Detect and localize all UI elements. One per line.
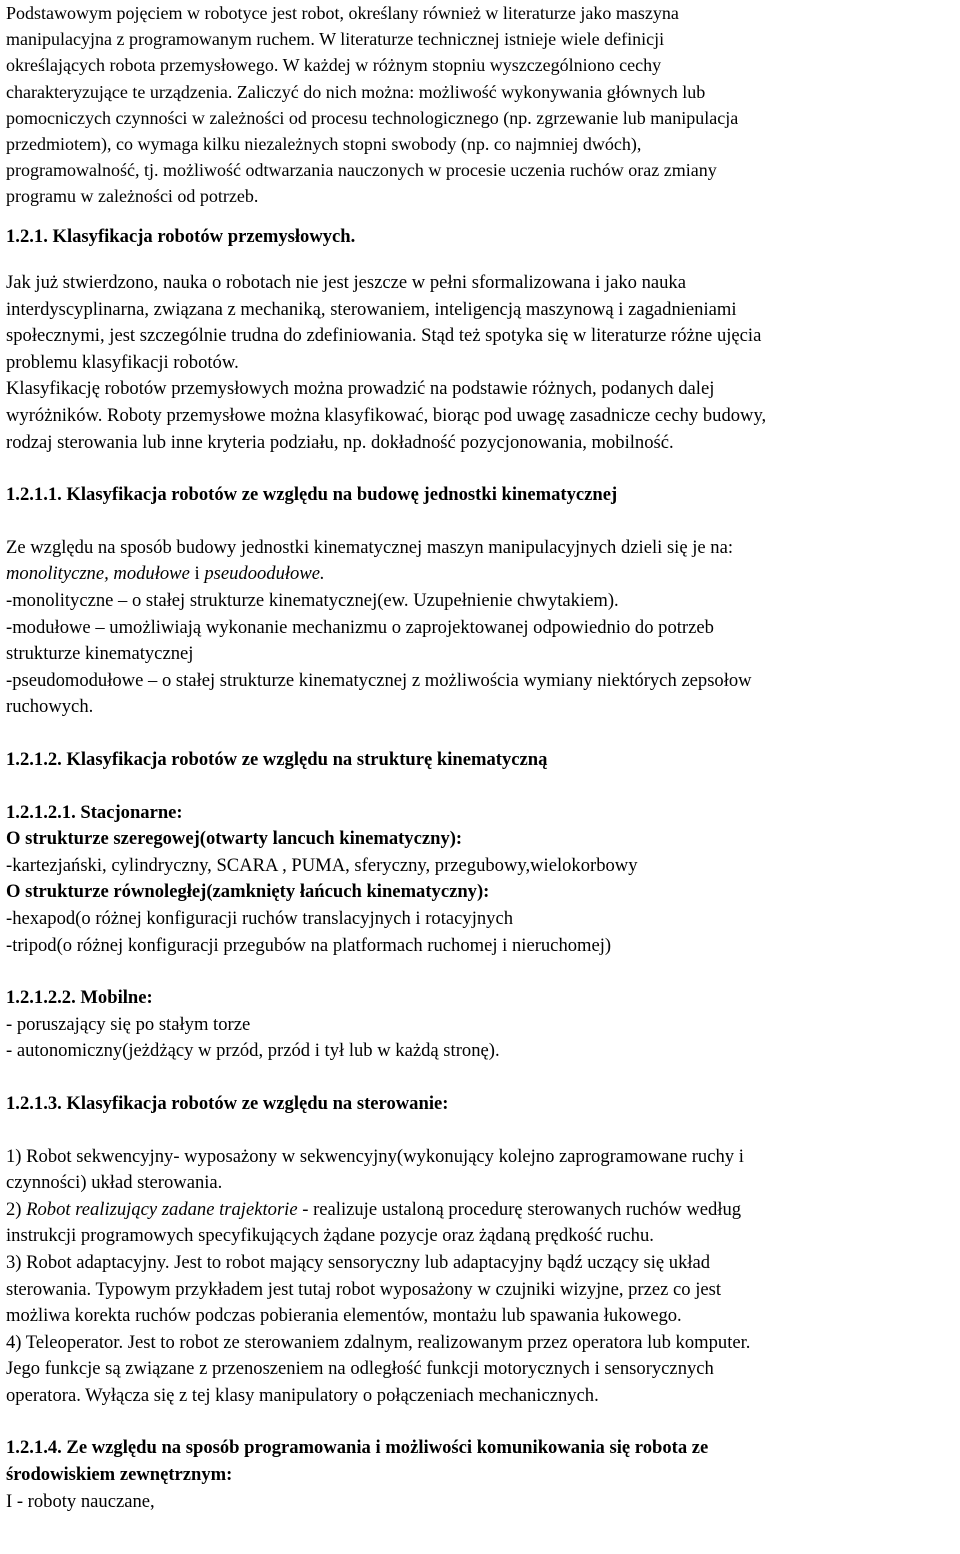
section-1-2-1-1-body [6, 535, 954, 721]
intro-line: programu w zależności od potrzeb. [6, 186, 259, 207]
paragraph-line: interdyscyplinarna, związana z mechaniką, sterowaniem, inteligencją maszynową i zagadnieniami [6, 298, 737, 320]
paragraph-line [6, 561, 954, 588]
section-heading-1-2-1-4: 1.2.1.4. Ze względu na sposób programowania i możliwości komunikowania się robota ze [6, 1437, 709, 1459]
plain-text: i [189, 563, 205, 585]
list-item: -kartezjański, cylindryczny, SCARA , PUMA, sferyczny, przegubowy,wielokorbowy [6, 854, 638, 876]
list-item: instrukcji programowych specyfikujących żądane pozycje oraz żądaną prędkość ruchu. [6, 1225, 654, 1247]
plain-text: - realizuje ustaloną procedurę sterowanych ruchów według [297, 1198, 742, 1220]
list-item [6, 1197, 954, 1224]
paragraph-line: rodzaj sterowania lub inne kryteria podziału, np. dokładność pozycjonowania, mobilność. [6, 431, 674, 453]
list-item: możliwa korekta ruchów podczas pobierania elementów, montażu lub spawania łukowego. [6, 1305, 682, 1327]
paragraph-line: społecznymi, jest szczególnie trudna do zdefiniowania. Stąd też spotyka się w literaturze różne ujęcia [6, 325, 762, 347]
intro-line: określających robota przemysłowego. W każdej w różnym stopniu wyszczególniono cechy [6, 55, 662, 76]
section-1-2-1-body [6, 270, 954, 456]
paragraph-line: wyróżników. Roboty przemysłowe można klasyfikować, biorąc pod uwagę zasadnicze cechy budowy, [6, 405, 767, 427]
intro-line: programowalność, tj. możliwość odtwarzania nauczonych w procesie uczenia ruchów oraz zmiany [6, 160, 717, 181]
intro-line: pomocniczych czynności w zależności od procesu technologicznego (np. zgrzewanie lub manipulacja [6, 107, 739, 128]
list-item: 1) Robot sekwencyjny- wyposażony w sekwencyjny(wykonujący kolejno zaprogramowane ruchy i [6, 1145, 744, 1167]
list-item: 4) Teleoperator. Jest to robot ze sterowaniem zdalnym, realizowanym przez operatora lub komputer. [6, 1331, 751, 1353]
paragraph-line: Klasyfikację robotów przemysłowych można prowadzić na podstawie różnych, podanych dalej [6, 378, 715, 400]
list-item: - poruszający się po stałym torze [6, 1013, 251, 1035]
intro-line: manipulacyjna z programowanym ruchem. W literaturze technicznej istnieje wiele definicji [6, 29, 665, 50]
intro-line: charakteryzujące te urządzenia. Zaliczyć do nich można: możliwość wykonywania głównych lub [6, 81, 706, 102]
list-item: I - roboty nauczane, [6, 1490, 155, 1512]
plain-text: 2) [6, 1198, 27, 1220]
italic-text: Robot realizujący zadane trajektorie [26, 1198, 298, 1220]
list-item: -monolityczne – o stałej strukturze kinematycznej(ew. Uzupełnienie chwytakiem). [6, 590, 619, 612]
list-item: strukturze kinematycznej [6, 643, 194, 665]
list-item: -tripod(o różnej konfiguracji przegubów na platformach ruchomej i nieruchomej) [6, 934, 612, 956]
list-item: -pseudomodułowe – o stałej strukturze kinematycznej z możliwościa wymiany niektórych zepsołow [6, 669, 752, 691]
paragraph-line: problemu klasyfikacji robotów. [6, 351, 239, 373]
section-1-2-1-3-body [6, 1144, 954, 1410]
italic-text: monolityczne, modułowe [6, 563, 190, 585]
list-item: - autonomiczny(jeżdżący w przód, przód i tył lub w każdą stronę). [6, 1040, 500, 1062]
intro-line: Podstawowym pojęciem w robotyce jest robot, określany również w literaturze jako maszyna [6, 3, 679, 23]
section-heading-1-2-1-4-cont: środowiskiem zewnętrznym: [6, 1464, 233, 1486]
paragraph-line: Jak już stwierdzono, nauka o robotach nie jest jeszcze w pełni sformalizowana i jako nauka [6, 272, 686, 294]
list-item: operatora. Wyłącza się z tej klasy manipulatory o połączeniach mechanicznych. [6, 1384, 599, 1406]
parallel-structure-heading: O strukturze równoległej(zamknięty łańcuch kinematyczny): [6, 881, 490, 903]
list-item: sterowania. Typowym przykładem jest tutaj robot wyposażony w czujniki wizyjne, przez co jest [6, 1278, 722, 1300]
serial-structure-heading: O strukturze szeregowej(otwarty lancuch kinematyczny): [6, 828, 463, 850]
section-heading-1-2-1-3: 1.2.1.3. Klasyfikacja robotów ze względu na sterowanie: [6, 1092, 449, 1114]
section-heading-1-2-1-2: 1.2.1.2. Klasyfikacja robotów ze względu na strukturę kinematyczną [6, 749, 548, 770]
list-item: -hexapod(o różnej konfiguracji ruchów translacyjnych i rotacyjnych [6, 907, 514, 929]
list-item: czynności) układ sterowania. [6, 1172, 223, 1194]
list-item: Jego funkcje są związane z przenoszeniem na odległość funkcji motorycznych i sensorycznych [6, 1358, 714, 1380]
list-item: 3) Robot adaptacyjny. Jest to robot mający sensoryczny lub adaptacyjny bądź uczący się układ [6, 1251, 711, 1273]
paragraph-line: Ze względu na sposób budowy jednostki kinematycznej maszyn manipulacyjnych dzieli się je na: [6, 536, 734, 558]
italic-text: pseudoodułowe. [204, 563, 325, 585]
list-item: ruchowych. [6, 696, 94, 718]
intro-line: przedmiotem), co wymaga kilku niezależnych stopni swobody (np. co najmniej dwóch), [6, 133, 642, 154]
section-1-2-1-2-body [6, 800, 954, 1065]
section-heading-1-2-1-1: 1.2.1.1. Klasyfikacja robotów ze względu na budowę jednostki kinematycznej [6, 484, 618, 506]
subsection-heading-stationary: 1.2.1.2.1. Stacjonarne: [6, 801, 183, 823]
list-item: -modułowe – umożliwiają wykonanie mechanizmu o zaprojektowanej odpowiednio do potrzeb [6, 616, 714, 638]
intro-paragraph [6, 0, 954, 210]
section-heading-1-2-1: 1.2.1. Klasyfikacja robotów przemysłowych. [6, 225, 356, 247]
subsection-heading-mobile: 1.2.1.2.2. Mobilne: [6, 987, 153, 1009]
